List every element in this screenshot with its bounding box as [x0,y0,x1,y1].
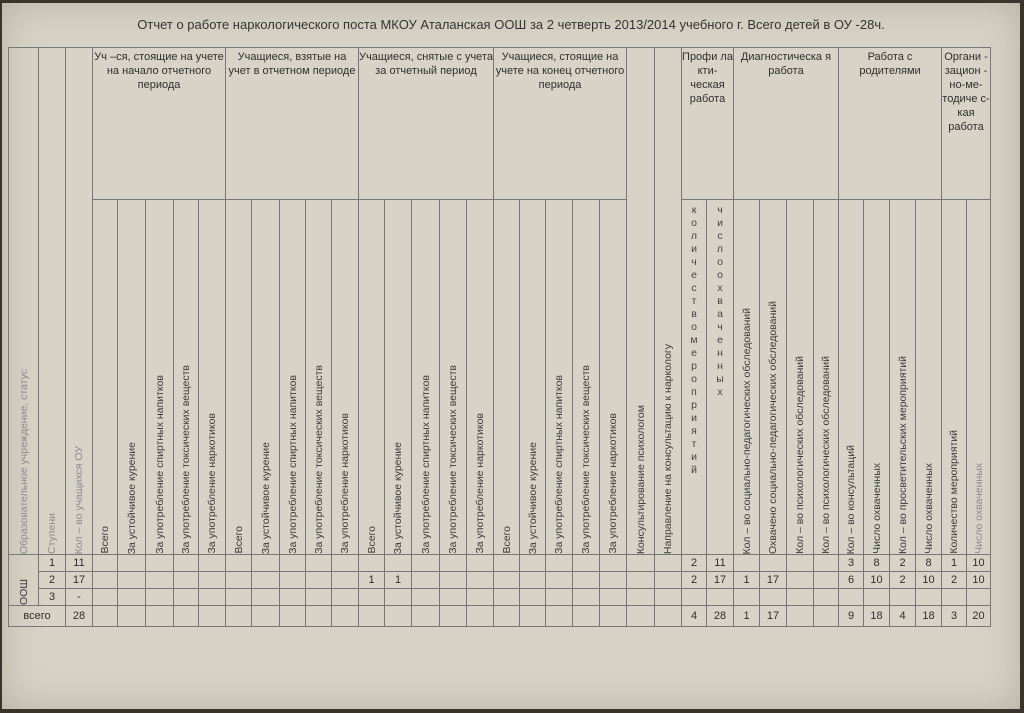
educ-total-cell: 4 [890,606,916,627]
events-cell: 2 [682,572,707,589]
covered-cell: 17 [707,572,734,589]
educ-cell: 2 [890,555,916,572]
prevention-events-header: к о л и ч е с т в о м е р о п р и я т и й [682,200,707,555]
col-referral-header: Направление на консультацию к наркологу [655,48,682,555]
report-table [8,47,991,665]
educ-cell: 2 [890,572,916,589]
grade-cell: 3 [39,589,66,606]
educ-covered-total-cell: 18 [916,606,942,627]
educ-covered-cell: 8 [916,555,942,572]
g2-alcohol-header: За употребление спиртных напитков [280,200,306,555]
psych-count2-header: Кол – во психологических обследований [814,200,839,555]
socped-cell: 1 [734,572,760,589]
group-diagnostic-header: Диагностическа я работа [734,48,839,200]
report-sheet [2,3,1020,709]
prevention-covered-header: ч и с л о о х в а ч е н н ы х [707,200,734,555]
g3-smoking-cell [385,555,412,572]
g4-total-header: Всего [494,200,520,555]
group-removed-header: Учащиеся, снятые с учета за отчетный период [359,48,494,200]
group-parents-header: Работа с родителями [839,48,942,200]
educ-count-header: Кол – во просветительских мероприятий [890,200,916,555]
g4-toxic-header: За употребление токсических веществ [573,200,600,555]
g4-narcotics-header: За употребление наркотиков [600,200,627,555]
covered-cell: 11 [707,555,734,572]
method-covered-cell: 10 [967,572,991,589]
g3-total-header: Всего [359,200,385,555]
col-consult-psych-header: Консультирование психологом [627,48,655,555]
school-cell: ООШ [9,555,39,606]
g3-smoking-header: За устойчивое курение [385,200,412,555]
socped-covered-total-cell: 17 [760,606,787,627]
consult-count-header: Кол – во консультаций [839,200,864,555]
group-start-header: Уч –ся, стоящие на учете на начало отчетного периода [93,48,226,200]
g2-total-header: Всего [226,200,252,555]
students-cell: - [66,589,93,606]
g1-alcohol-header: За употребление спиртных напитков [146,200,174,555]
consult-covered-header: Число охваченных [864,200,890,555]
educ-covered-cell: 10 [916,572,942,589]
socped-count-header: Кол – во социально-педагогических обследований [734,200,760,555]
method-count-header: Количество мероприятий [942,200,967,555]
g3-smoking-cell: 1 [385,572,412,589]
students-cell: 17 [66,572,93,589]
educ-covered-header: Число охваченных [916,200,942,555]
consult-covered-cell: 10 [864,572,890,589]
events-total-cell: 4 [682,606,707,627]
g3-total-cell [359,555,385,572]
socped-total-cell: 1 [734,606,760,627]
socped-covered-header: Охвачено социально-педагогических обследований [760,200,787,555]
method-covered-header: Число охваченных [967,200,991,555]
group-added-header: Учащиеся, взятые на учет в отчетном периоде [226,48,359,200]
g3-alcohol-header: За употребление спиртных напитков [412,200,440,555]
g1-narcotics-header: За употребление наркотиков [199,200,226,555]
consult-cell: 6 [839,572,864,589]
table-row [9,589,991,606]
group-methodical-header: Органи - зацион - но-ме- тодиче с- кая работа [942,48,991,200]
col-institution-header: Образовательное учреждение, статус [9,48,39,555]
consult-total-cell: 9 [839,606,864,627]
consult-covered-total-cell: 18 [864,606,890,627]
g1-smoking-header: За устойчивое курение [118,200,146,555]
g1-toxic-header: За употребление токсических веществ [174,200,199,555]
g3-total-cell: 1 [359,572,385,589]
g2-narcotics-header: За употребление наркотиков [332,200,359,555]
col-grade-header: Ступени [39,48,66,555]
g2-smoking-header: За устойчивое курение [252,200,280,555]
g2-toxic-header: За употребление токсических веществ [306,200,332,555]
socped-covered-cell: 17 [760,572,787,589]
grade-cell: 1 [39,555,66,572]
table-row [9,572,991,589]
table-total-row [9,606,991,627]
covered-total-cell: 28 [707,606,734,627]
g4-smoking-header: За устойчивое курение [520,200,546,555]
students-cell: 11 [66,555,93,572]
method-cell: 1 [942,555,967,572]
socped-cell [734,555,760,572]
table-row [9,555,991,572]
group-end-header: Учащиеся, стоящие на учете на конец отчетного периода [494,48,627,200]
col-students-header: Кол – во учащихся ОУ [66,48,93,555]
g3-narcotics-header: За употребление наркотиков [467,200,494,555]
group-prevention-header: Профи ла кти- ческая работа [682,48,734,200]
psych-count-header: Кол – во психологических обследований [787,200,814,555]
events-cell: 2 [682,555,707,572]
g1-total-header: Всего [93,200,118,555]
consult-covered-cell: 8 [864,555,890,572]
students-total-cell: 28 [66,606,93,627]
grade-cell: 2 [39,572,66,589]
method-cell: 2 [942,572,967,589]
method-covered-total-cell: 20 [967,606,991,627]
method-total-cell: 3 [942,606,967,627]
method-covered-cell: 10 [967,555,991,572]
total-label: всего [9,606,66,627]
g3-toxic-header: За употребление токсических веществ [440,200,467,555]
g4-alcohol-header: За употребление спиртных напитков [546,200,573,555]
socped-covered-cell [760,555,787,572]
report-title: Отчет о работе наркологического поста МКОУ Аталанская ООШ за 2 четверть 2013/2014 учебного г. Всего детей в ОУ -28ч. [137,17,885,32]
consult-cell: 3 [839,555,864,572]
